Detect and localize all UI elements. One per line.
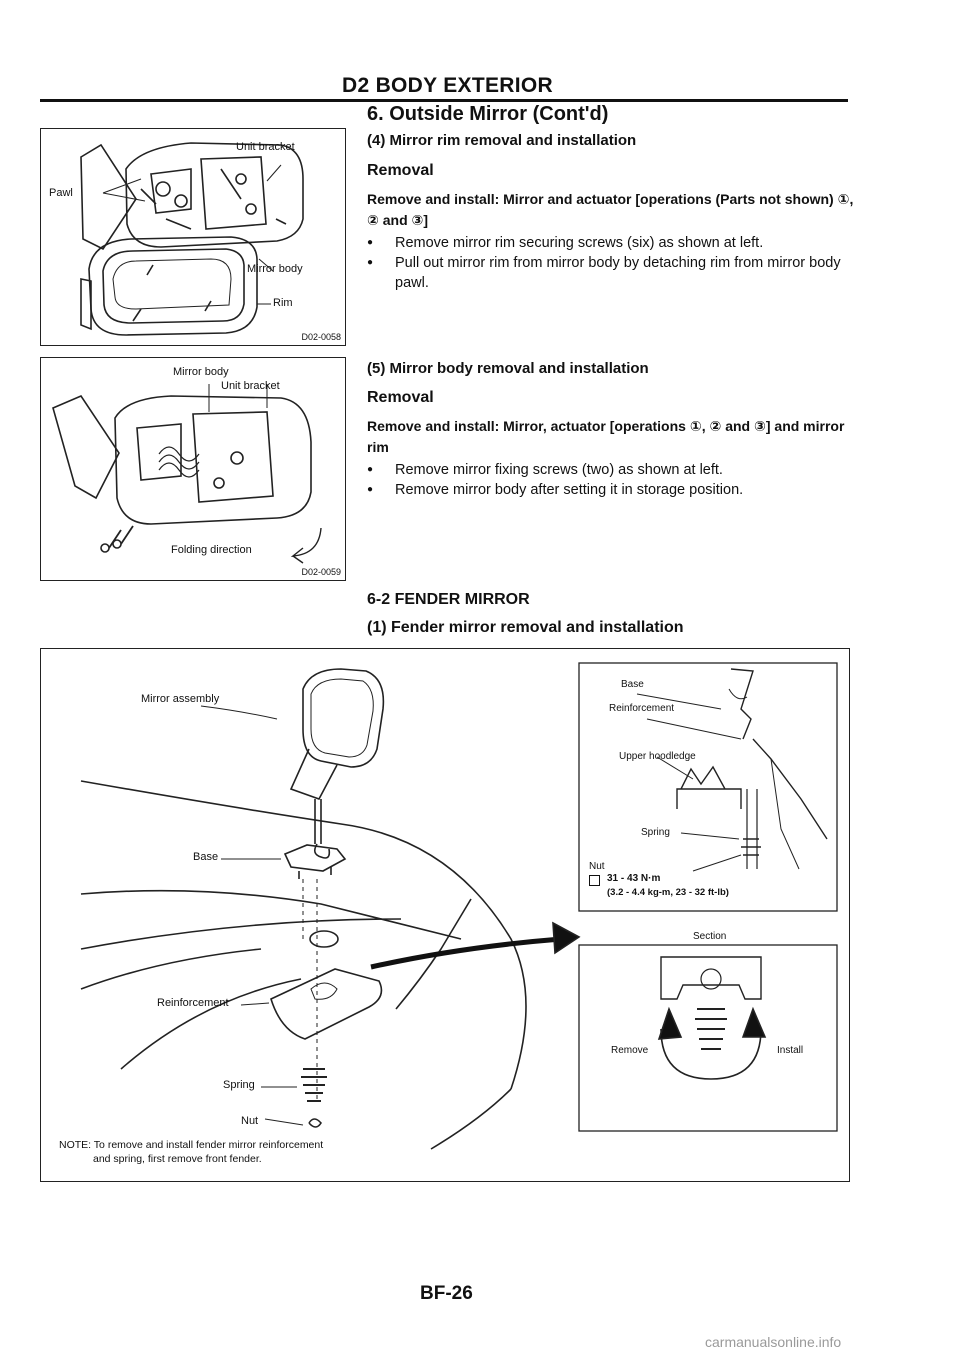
fender-mirror-illustration bbox=[41, 649, 847, 1179]
label-base: Base bbox=[193, 851, 219, 863]
label-mirror-body-2: Mirror body bbox=[173, 366, 229, 378]
part4-removal: Removal bbox=[367, 162, 434, 179]
section-label-spring: Spring bbox=[641, 827, 670, 838]
label-unit-bracket-2: Unit bracket bbox=[221, 380, 280, 392]
label-reinforcement: Reinforcement bbox=[157, 997, 229, 1009]
section-label-upper-hoodledge: Upper hoodledge bbox=[619, 751, 696, 762]
torque-icon bbox=[589, 875, 600, 886]
fender-title: 6-2 FENDER MIRROR bbox=[367, 591, 530, 608]
label-install: Install bbox=[777, 1045, 804, 1056]
part5-instruction: Remove and install: Mirror, actuator [operations ①, ② and ③] and mirror rim bbox=[367, 418, 845, 455]
section-label-base: Base bbox=[621, 679, 644, 690]
page-number: BF-26 bbox=[420, 1283, 473, 1304]
section-caption: Section bbox=[693, 931, 727, 942]
fender-heading: (1) Fender mirror removal and installation bbox=[367, 619, 684, 636]
note-line-2: and spring, first remove front fender. bbox=[93, 1153, 262, 1165]
mirror-rim-illustration bbox=[41, 129, 344, 344]
section-torque-alt: (3.2 - 4.4 kg-m, 23 - 32 ft-lb) bbox=[607, 887, 729, 898]
list-item: ● Remove mirror body after setting it in storage position. bbox=[367, 480, 867, 500]
figure-code-2: D02-0059 bbox=[301, 567, 341, 577]
figure-code: D02-0058 bbox=[301, 332, 341, 342]
section-title: 6. Outside Mirror (Cont'd) bbox=[367, 103, 609, 125]
note-line-1: NOTE: To remove and install fender mirror reinforcement bbox=[59, 1139, 324, 1151]
label-nut: Nut bbox=[241, 1115, 259, 1127]
part4-heading: (4) Mirror rim removal and installation bbox=[367, 132, 637, 149]
label-mirror-body: Mirror body bbox=[247, 263, 303, 275]
label-spring: Spring bbox=[223, 1079, 255, 1091]
list-item: ● Remove mirror fixing screws (two) as shown at left. bbox=[367, 460, 867, 480]
figure-mirror-rim bbox=[40, 128, 346, 346]
section-torque: 31 - 43 N·m bbox=[607, 873, 661, 884]
figure-fender-mirror bbox=[40, 648, 850, 1182]
part5-heading: (5) Mirror body removal and installation bbox=[367, 360, 649, 377]
label-remove: Remove bbox=[611, 1045, 649, 1056]
part4-instruction: Remove and install: Mirror and actuator [operations (Parts not shown) ①, ② and ③] bbox=[367, 191, 854, 228]
list-item: ● Remove mirror rim securing screws (six) as shown at left. bbox=[367, 233, 867, 253]
label-folding-direction: Folding direction bbox=[171, 544, 252, 556]
section-label-reinforcement: Reinforcement bbox=[609, 703, 675, 714]
label-mirror-assembly: Mirror assembly bbox=[141, 693, 220, 705]
header-rule bbox=[40, 99, 848, 102]
label-unit-bracket: Unit bracket bbox=[236, 141, 295, 153]
part5-bullets bbox=[367, 460, 867, 500]
label-rim: Rim bbox=[273, 297, 293, 309]
part5-removal: Removal bbox=[367, 389, 434, 406]
figure-mirror-body bbox=[40, 357, 346, 581]
section-label-nut: Nut bbox=[589, 861, 605, 872]
list-item: ● Pull out mirror rim from mirror body by detaching rim from mirror body pawl. bbox=[367, 253, 867, 293]
watermark: carmanualsonline.info bbox=[705, 1334, 842, 1350]
header-title: D2 BODY EXTERIOR bbox=[342, 74, 553, 97]
label-pawl: Pawl bbox=[49, 187, 73, 199]
part4-bullets bbox=[367, 233, 867, 293]
